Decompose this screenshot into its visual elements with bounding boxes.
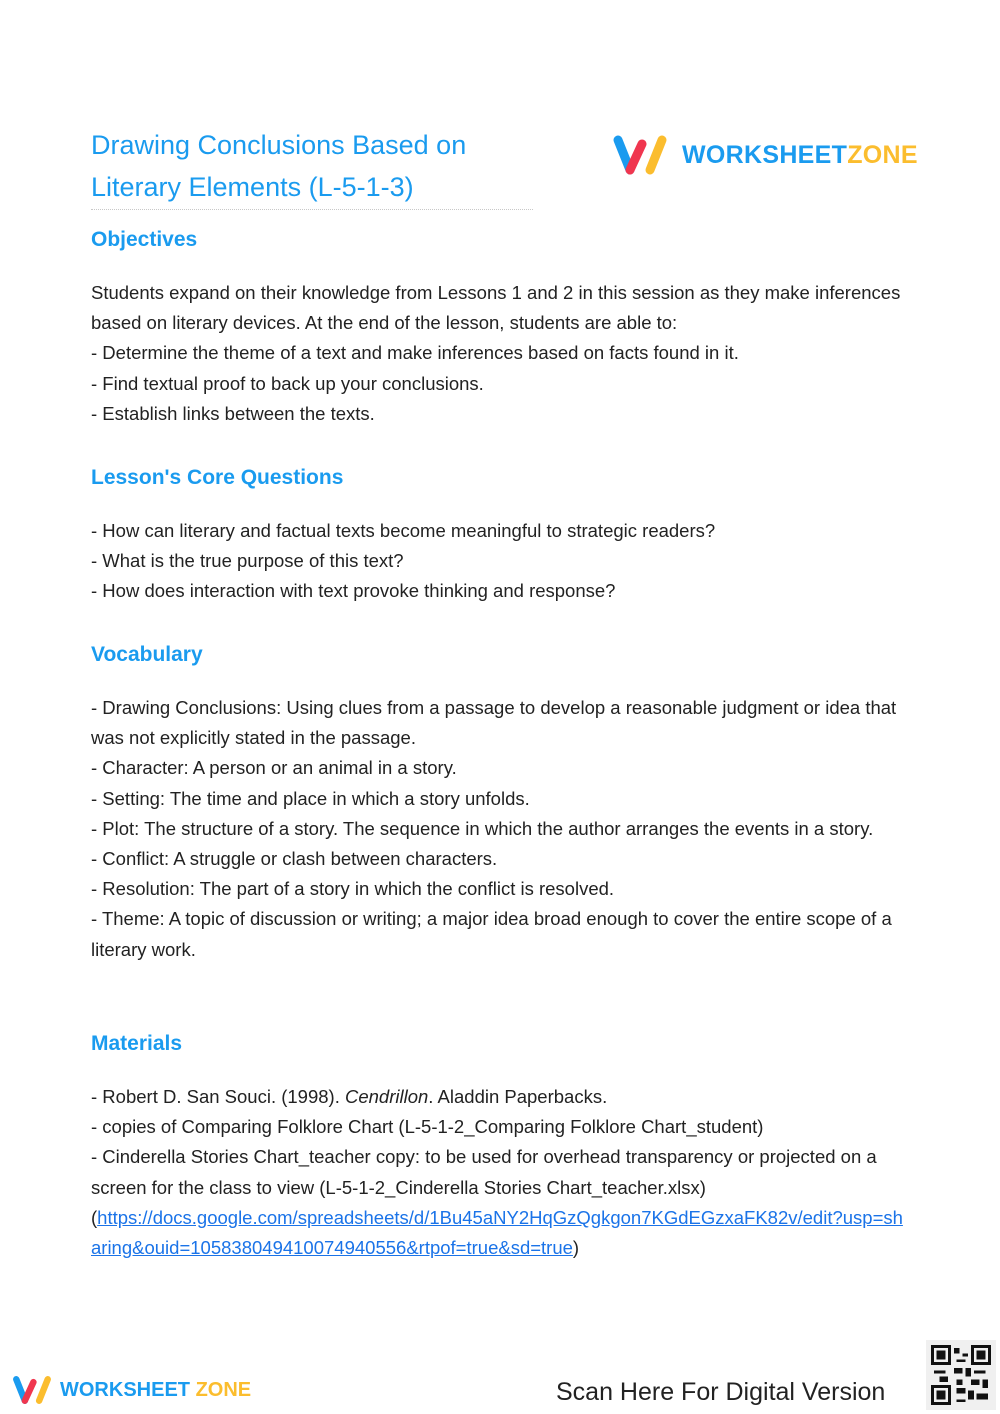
- vocabulary-heading: Vocabulary: [91, 643, 203, 666]
- core-questions-heading: Lesson's Core Questions: [91, 466, 344, 489]
- material-item: - copies of Comparing Folklore Chart (L-5-1-2_Comparing Folklore Chart_student): [91, 1116, 764, 1138]
- qr-code[interactable]: [926, 1340, 996, 1410]
- objectives-section: [91, 226, 911, 429]
- vocabulary-item: - Setting: The time and place in which a story unfolds.: [91, 787, 530, 809]
- material-link-line: (https://docs.google.com/spreadsheets/d/1Bu45aNY2HqGzQgkgon7KGdEGzxaFK82v/edit?usp=sharing&ouid=105838049410074940556&rtpof=true&sd=true): [91, 1206, 903, 1259]
- logo-text-worksheet: WORKSHEET: [682, 140, 848, 169]
- objectives-intro: Students expand on their knowledge from Lessons 1 and 2 in this session as they make inferences based on literary devices. At the end of the lesson, students are able to:: [91, 282, 901, 334]
- vocabulary-item: - Character: A person or an animal in a story.: [91, 757, 457, 779]
- question-item: - How does interaction with text provoke thinking and response?: [91, 580, 616, 602]
- book-title: Cendrillon: [344, 1086, 429, 1107]
- scan-text: Scan Here For Digital Version: [556, 1378, 886, 1406]
- material-item: - Cinderella Stories Chart_teacher copy: to be used for overhead transparency or projected on a screen for the class to view (L-5-1-2_Cinderella Stories Chart_teacher.xlsx): [91, 1146, 877, 1198]
- materials-section: [91, 1030, 911, 1263]
- logo-text-zone: ZONE: [847, 140, 918, 169]
- objectives-heading: Objectives: [91, 228, 198, 251]
- vocabulary-item: - Plot: The structure of a story. The sequence in which the author arranges the events in a story.: [91, 817, 874, 839]
- worksheetzone-logo: [612, 134, 918, 176]
- material-item: - Robert D. San Souci. (1998). Cendrillon. Aladdin Paperbacks.: [91, 1086, 608, 1107]
- objective-item: - Determine the theme of a text and make inferences based on facts found in it.: [91, 342, 739, 364]
- objective-item: - Find textual proof to back up your conclusions.: [91, 372, 484, 394]
- worksheetzone-w-icon: [12, 1374, 52, 1406]
- vocabulary-item: - Drawing Conclusions: Using clues from a passage to develop a reasonable judgment or idea that was not explicitly stated in the passage.: [91, 697, 897, 749]
- title-divider: [91, 209, 533, 210]
- footer-logo: WORKSHEET ZONE: [12, 1374, 251, 1406]
- spreadsheet-link[interactable]: https://docs.google.com/spreadsheets/d/1Bu45aNY2HqGzQgkgon7KGdEGzxaFK82v/edit?usp=sharing&ouid=105838049410074940556&rtpof=true&sd=true: [91, 1206, 903, 1259]
- question-item: - How can literary and factual texts become meaningful to strategic readers?: [91, 520, 716, 541]
- objective-item: - Establish links between the texts.: [91, 402, 375, 424]
- vocabulary-item: - Resolution: The part of a story in which the conflict is resolved.: [91, 878, 615, 900]
- core-questions-section: [91, 464, 911, 607]
- vocabulary-item: - Theme: A topic of discussion or writing; a major idea broad enough to cover the entire scope of a literary work.: [91, 908, 892, 960]
- materials-heading: Materials: [91, 1032, 183, 1055]
- page-title: Drawing Conclusions Based on Literary Elements (L-5-1-3): [91, 130, 467, 202]
- qr-code-icon: [931, 1345, 991, 1405]
- vocabulary-section: [91, 641, 911, 965]
- worksheetzone-w-icon: [612, 134, 668, 176]
- vocabulary-item: - Conflict: A struggle or clash between characters.: [91, 848, 498, 870]
- question-item: - What is the true purpose of this text?: [91, 550, 404, 572]
